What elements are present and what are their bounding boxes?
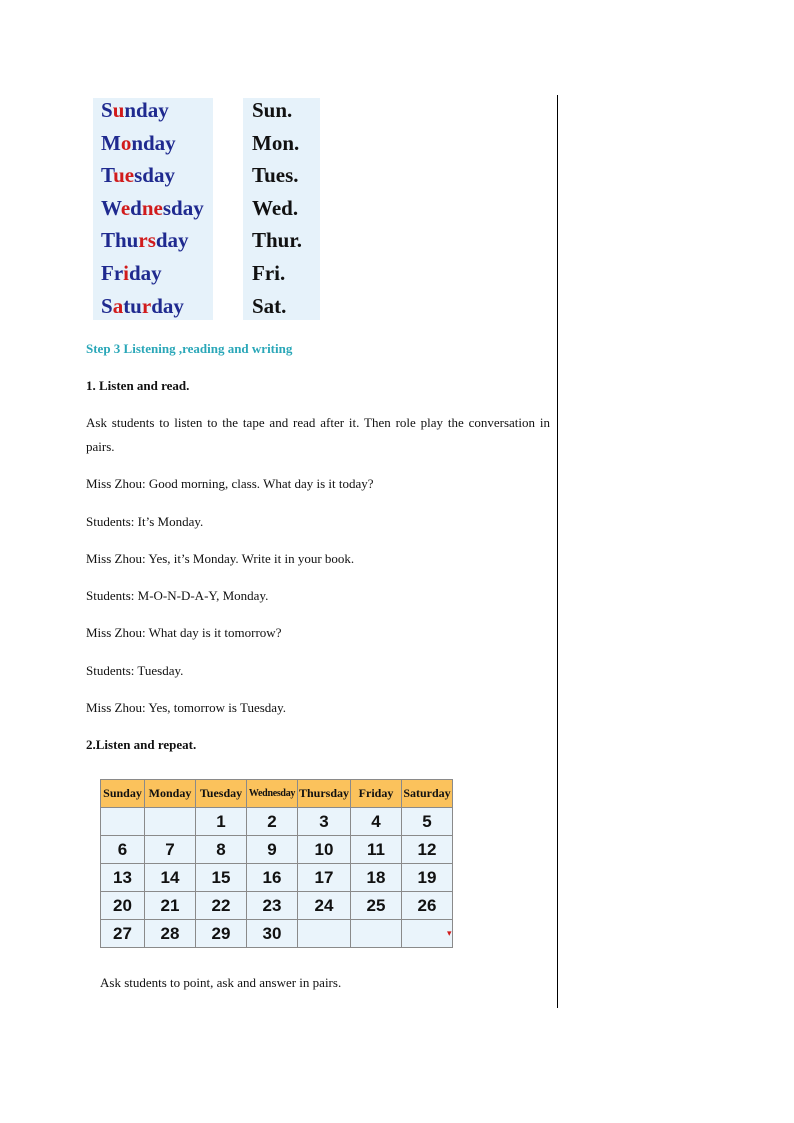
highlighted-letters: rs [138,228,156,253]
page-margin-line [557,95,558,1008]
step-title: Step 3 Listening ,reading and writing [86,341,293,356]
calendar-date-cell: 24 [298,892,351,920]
day-name-part: M [101,130,121,155]
dialogue-line: Miss Zhou: Yes, it’s Monday. Write it in your book. [86,551,355,566]
calendar-date-cell: 14 [145,864,196,892]
dialogue-line: Miss Zhou: Yes, tomorrow is Tuesday. [86,700,286,715]
calendar-date-cell [145,808,196,836]
day-name-part: day [151,293,184,318]
day-name-part: Fr [101,261,124,285]
calendar-table [100,779,453,948]
calendar-header-cell: Tuesday [196,780,247,808]
day-abbreviation: Mon. [252,130,300,155]
calendar-header-row [101,780,453,808]
calendar-row [101,892,453,920]
day-names-panel [93,98,213,320]
day-name [101,261,162,285]
calendar-header-cell: Friday [351,780,402,808]
day-abbreviation: Sun. [252,98,293,122]
calendar-row [101,836,453,864]
highlighted-letters: ne [141,195,163,220]
day-name-part: Thu [101,228,139,253]
calendar-date-cell [298,920,351,948]
calendar-date-cell: 13 [101,864,145,892]
calendar-date-cell: 15 [196,864,247,892]
calendar-date-cell: 10 [298,836,351,864]
highlighted-letters: r [141,293,152,318]
day-name [101,131,176,155]
dialogue-line: Miss Zhou: Good morning, class. What day is it today? [86,476,374,491]
calendar-date-cell: 11 [351,836,402,864]
calendar-date-cell: 22 [196,892,247,920]
day-name [101,163,175,187]
calendar-date-cell: 29 [196,920,247,948]
day-name-part: T [101,163,114,188]
day-name-part: day [129,261,162,285]
calendar-date-cell: 6 [101,836,145,864]
day-name-part: d [130,195,142,220]
calendar-date-cell: 21 [145,892,196,920]
day-name-part: W [101,195,121,220]
highlighted-letters: ue [113,163,135,188]
calendar-row [101,808,453,836]
section-heading-listen-read: 1. Listen and read. [86,378,190,393]
day-name [101,98,169,122]
calendar-header-cell: Thursday [298,780,351,808]
section-heading-listen-repeat: 2.Listen and repeat. [86,737,197,752]
day-abbreviation: Thur. [252,228,303,253]
calendar-date-cell: 16 [247,864,298,892]
dialogue-line: Students: Tuesday. [86,663,184,678]
instruction-paragraph: Ask students to listen to the tape and read after it. Then role play the conversation in pairs. [86,415,550,454]
highlighted-letters: u [112,98,125,122]
calendar-date-cell: 23 [247,892,298,920]
calendar-header-cell: Saturday [402,780,453,808]
calendar-date-cell: 18 [351,864,402,892]
calendar-date-cell: 8 [196,836,247,864]
highlighted-letters: o [120,130,132,155]
calendar-date-cell: 7 [145,836,196,864]
day-name [101,196,204,220]
day-name-part: day [155,228,189,253]
day-name [101,228,189,252]
calendar-date-cell [351,920,402,948]
day-name-part: nday [124,98,169,122]
calendar-date-cell [101,808,145,836]
calendar-date-cell: 17 [298,864,351,892]
day-name-part: tu [123,293,142,318]
day-name-part: nday [131,130,176,155]
closing-instruction: Ask students to point, ask and answer in pairs. [100,975,342,990]
calendar-header-cell: Wednesday [247,780,298,808]
highlighted-letters: a [112,293,124,318]
day-name [101,294,184,318]
calendar-date-cell: 4 [351,808,402,836]
day-name-part: S [101,98,113,122]
day-abbreviation: Sat. [252,293,287,318]
calendar-date-cell: 19 [402,864,453,892]
day-name-part: sday [134,163,175,188]
calendar-header-cell: Monday [145,780,196,808]
calendar-date-cell: 28 [145,920,196,948]
calendar-date-cell: 27 [101,920,145,948]
day-name-part: S [101,293,113,318]
calendar-row [101,864,453,892]
calendar-date-cell: 26 [402,892,453,920]
calendar-date-cell: 30 [247,920,298,948]
dialogue-line: Students: It’s Monday. [86,514,204,529]
day-abbreviations-panel [243,98,320,320]
dialogue-line: Miss Zhou: What day is it tomorrow? [86,625,282,640]
calendar-header-cell: Sunday [101,780,145,808]
day-abbreviation: Tues. [252,163,299,188]
highlighted-letters: i [123,261,129,285]
calendar-date-cell: 20 [101,892,145,920]
calendar-row [101,920,453,948]
calendar-date-cell: 1 [196,808,247,836]
calendar-date-cell [402,920,453,948]
calendar-date-cell: 2 [247,808,298,836]
calendar-date-cell: 3 [298,808,351,836]
highlighted-letters: e [120,195,131,220]
tiny-mark: ▾ [447,928,452,938]
day-name-part: sday [162,195,204,220]
day-abbreviation: Fri. [252,261,286,285]
calendar-date-cell: 12 [402,836,453,864]
day-abbreviation: Wed. [252,195,299,220]
dialogue-line: Students: M-O-N-D-A-Y, Monday. [86,588,269,603]
calendar-date-cell: 5 [402,808,453,836]
calendar-date-cell: 25 [351,892,402,920]
calendar-date-cell: 9 [247,836,298,864]
